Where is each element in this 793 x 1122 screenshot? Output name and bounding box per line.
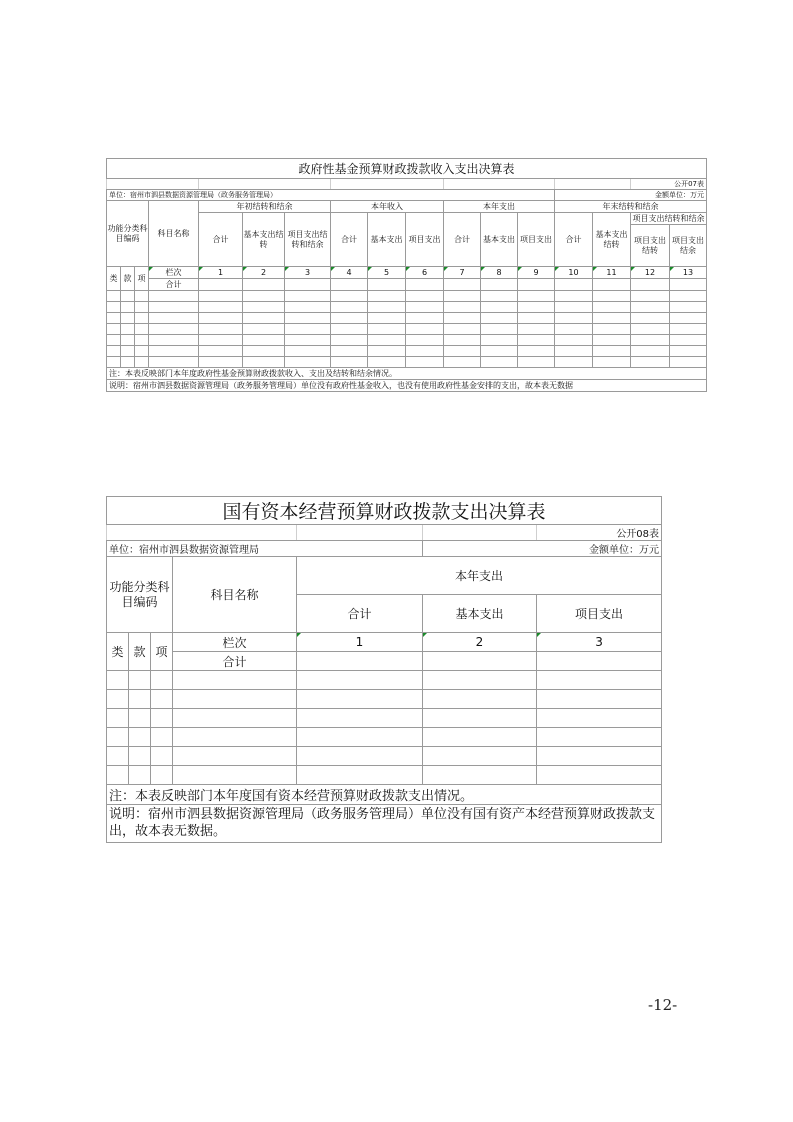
col-number: 5 (368, 267, 406, 279)
table-explain: 说明：宿州市泗县数据资源管理局（政务服务管理局）单位没有政府性基金收入，也没有使用政府性基金安排的支出，故本表无数据 (107, 380, 707, 392)
sub-header: 项目支出 (518, 213, 555, 267)
xiang-header: 项 (151, 633, 173, 671)
sub-header: 合计 (331, 213, 368, 267)
func-code-header: 功能分类科目编码 (107, 557, 173, 633)
table-row (107, 690, 662, 709)
amount-unit: 金额单位：万元 (555, 190, 707, 201)
sub-header: 合计 (199, 213, 243, 267)
col-number: 6 (406, 267, 444, 279)
sub-header: 项目支出 (406, 213, 444, 267)
col-number: 3 (537, 633, 662, 652)
table-note: 注：本表反映部门本年度国有资本经营预算财政拨款支出情况。 (107, 785, 662, 805)
row-heji: 合计 (149, 279, 199, 291)
unit-label: 单位：宿州市泗县数据资源管理局（政务服务管理局） (107, 190, 555, 201)
table-row (107, 346, 707, 357)
table-row (107, 291, 707, 302)
col-number: 8 (481, 267, 518, 279)
table-row (107, 747, 662, 766)
group-header: 年末结转和结余 (555, 201, 707, 213)
row-lanci: 栏次 (173, 633, 297, 652)
subject-name-header: 科目名称 (149, 201, 199, 267)
col-number: 7 (444, 267, 481, 279)
sub-header: 基本支出结转 (243, 213, 285, 267)
col-number: 3 (285, 267, 331, 279)
state-capital-table (106, 496, 661, 843)
table-row (107, 728, 662, 747)
col-number: 11 (593, 267, 631, 279)
subject-name-header: 科目名称 (173, 557, 297, 633)
sub-header: 基本支出 (423, 595, 537, 633)
xiang-header: 项 (135, 267, 149, 291)
table-title: 国有资本经营预算财政拨款支出决算表 (107, 497, 662, 525)
table-row (107, 766, 662, 785)
col-number: 1 (199, 267, 243, 279)
col-number: 4 (331, 267, 368, 279)
table-row (107, 302, 707, 313)
func-code-header: 功能分类科目编码 (107, 201, 149, 267)
sub-header: 项目支出结转和结余 (285, 213, 331, 267)
table-note: 注：本表反映部门本年度政府性基金预算财政拨款收入、支出及结转和结余情况。 (107, 368, 707, 380)
col-number: 9 (518, 267, 555, 279)
page-number: -12- (648, 996, 678, 1014)
table-code: 公开07表 (631, 179, 707, 190)
col-number: 10 (555, 267, 593, 279)
sub-header: 基本支出 (481, 213, 518, 267)
col-number: 12 (631, 267, 670, 279)
table-row (107, 671, 662, 690)
sub-header: 项目支出结余 (670, 225, 707, 267)
government-fund-table (106, 158, 706, 392)
sub-header: 合计 (297, 595, 423, 633)
sub-header: 基本支出 (368, 213, 406, 267)
group-header: 年初结转和结余 (199, 201, 331, 213)
lei-header: 类 (107, 267, 121, 291)
sub-header: 项目支出结转 (631, 225, 670, 267)
row-heji: 合计 (173, 652, 297, 671)
sub-header: 合计 (444, 213, 481, 267)
col-number: 13 (670, 267, 707, 279)
row-lanci: 栏次 (149, 267, 199, 279)
table-row (107, 324, 707, 335)
col-number: 2 (243, 267, 285, 279)
unit-label: 单位：宿州市泗县数据资源管理局 (107, 541, 423, 557)
sub-header: 基本支出结转 (593, 213, 631, 267)
col-number: 1 (297, 633, 423, 652)
group-header: 本年支出 (297, 557, 662, 595)
table-row (107, 313, 707, 324)
table-row (107, 357, 707, 368)
col-number: 2 (423, 633, 537, 652)
kuan-header: 款 (121, 267, 135, 291)
table-title: 政府性基金预算财政拨款收入支出决算表 (107, 159, 707, 179)
kuan-header: 款 (129, 633, 151, 671)
table-code: 公开08表 (537, 525, 662, 541)
lei-header: 类 (107, 633, 129, 671)
group-header: 本年支出 (444, 201, 555, 213)
sub-header: 项目支出 (537, 595, 662, 633)
table-row (107, 709, 662, 728)
sub-header: 合计 (555, 213, 593, 267)
amount-unit: 金额单位：万元 (423, 541, 662, 557)
table-explain: 说明：宿州市泗县数据资源管理局（政务服务管理局）单位没有国有资产本经营预算财政拨款支出，故本表无数据。 (107, 805, 662, 843)
table-row (107, 335, 707, 346)
sub-group-header: 项目支出结转和结余 (632, 214, 705, 223)
group-header: 本年收入 (331, 201, 444, 213)
